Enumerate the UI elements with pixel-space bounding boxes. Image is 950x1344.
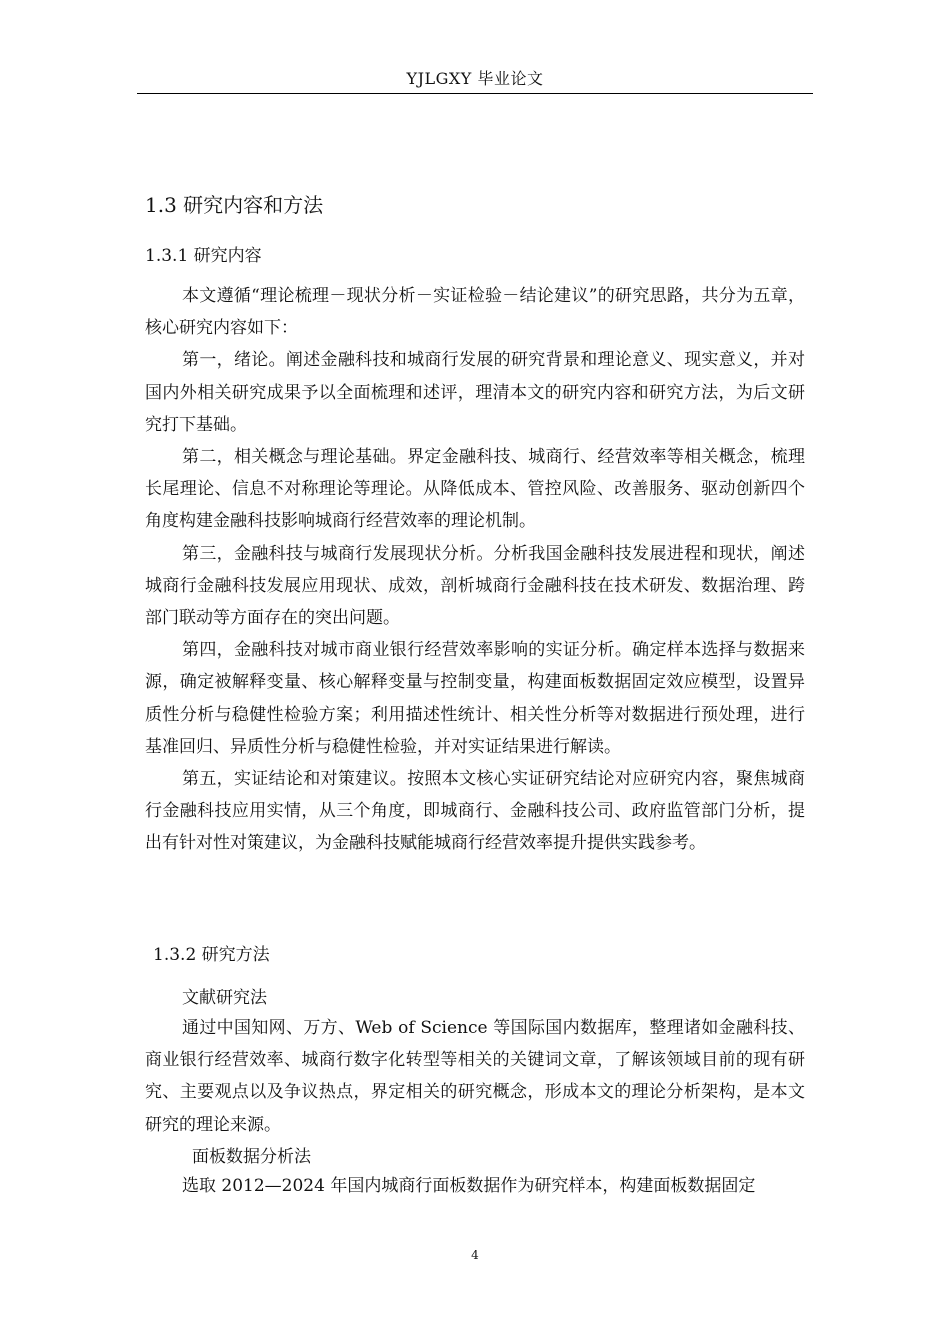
content-paragraphs <box>145 280 805 860</box>
paragraph-intro: 本文遵循“理论梳理－现状分析－实证检验－结论建议”的研究思路，共分为五章，核心研究内容如下： <box>145 286 805 339</box>
paragraph-chapter-1: 第一，绪论。阐述金融科技和城商行发展的研究背景和理论意义、现实意义，并对国内外相关研究成果予以全面梳理和述评，理清本文的研究内容和研究方法，为后文研究打下基础。 <box>145 350 805 435</box>
paragraph-chapter-2: 第二，相关概念与理论基础。界定金融科技、城商行、经营效率等相关概念，梳理长尾理论、信息不对称理论等理论。从降低成本、管控风险、改善服务、驱动创新四个角度构建金融科技影响城商行经营效率的理论机制。 <box>145 447 805 532</box>
paragraph-chapter-4: 第四，金融科技对城市商业银行经营效率影响的实证分析。确定样本选择与数据来源，确定被解释变量、核心解释变量与控制变量，构建面板数据固定效应模型，设置异质性分析与稳健性检验方案；利用描述性统计、相关性分析等对数据进行预处理，进行基准回归、异质性分析与稳健性检验，并对实证结果进行解读。 <box>145 640 805 757</box>
paragraph-panel-method: 选取 2012—2024 年国内城商行面板数据作为研究样本，构建面板数据固定 <box>182 1176 756 1196</box>
paragraph-literature-method: 通过中国知网、万方、Web of Science 等国际国内数据库，整理诸如金融科技、商业银行经营效率、城商行数字化转型等相关的关键词文章，了解该领域目前的现有研究、主要观点以及争议热点，界定相关的研究概念，形成本文的理论分析架构，是本文研究的理论来源。 <box>145 1018 805 1135</box>
header-divider <box>137 93 813 94</box>
subsection-title-methods: 1.3.2 研究方法 <box>153 945 270 965</box>
method-label-literature: 文献研究法 <box>182 988 267 1008</box>
paragraph-chapter-5: 第五，实证结论和对策建议。按照本文核心实证研究结论对应研究内容，聚焦城商行金融科技应用实情，从三个角度，即城商行、金融科技公司、政府监管部门分析，提出有针对性对策建议，为金融科技赋能城商行经营效率提升提供实践参考。 <box>145 769 805 854</box>
page-header: YJLGXY 毕业论文 <box>406 69 544 88</box>
page-number: 4 <box>471 1248 479 1262</box>
section-title: 1.3 研究内容和方法 <box>145 193 324 217</box>
method-label-panel: 面板数据分析法 <box>192 1147 311 1167</box>
paragraph-chapter-3: 第三，金融科技与城商行发展现状分析。分析我国金融科技发展进程和现状，阐述城商行金融科技发展应用现状、成效，剖析城商行金融科技在技术研发、数据治理、跨部门联动等方面存在的突出问题。 <box>145 543 805 629</box>
subsection-title-content: 1.3.1 研究内容 <box>145 246 262 266</box>
